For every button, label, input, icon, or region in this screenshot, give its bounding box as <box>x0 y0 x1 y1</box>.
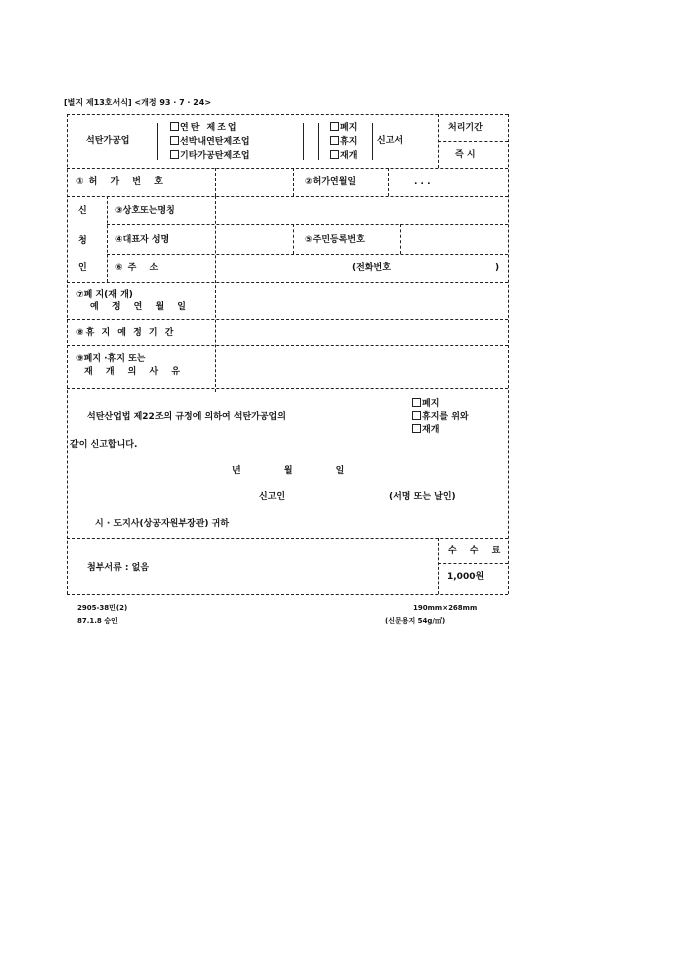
divider <box>293 168 294 196</box>
fee-value: 1,000원 <box>447 572 485 582</box>
applicant-char-2: 청 <box>78 236 87 246</box>
status-resume: 재개 <box>330 150 357 162</box>
period-label: 처리기간 <box>448 123 483 133</box>
period-value: 즉 시 <box>455 150 476 160</box>
permit-date-label: ②허가연월일 <box>305 177 357 187</box>
option-other-fuel: 기타가공탄제조업 <box>170 150 250 162</box>
line-2 <box>67 196 508 197</box>
status-suspension: 휴지 <box>330 136 357 148</box>
form-number: [별지 제13호서식] <개정 93 · 7 · 24> <box>64 98 212 107</box>
line-1 <box>67 168 508 169</box>
status-closure: 폐지 <box>330 122 357 134</box>
bracket-right-2 <box>372 123 373 160</box>
fee-divider <box>438 538 439 594</box>
approval-date: 87.1.8 승인 <box>77 617 118 625</box>
company-label: ③상호또는명칭 <box>115 206 175 216</box>
date-line: 년 월 일 <box>232 466 345 476</box>
fee-label: 수 수 료 <box>448 546 506 556</box>
closure-date-label-2: 예 정 연 월 일 <box>90 302 192 312</box>
divider <box>215 168 216 196</box>
line-7 <box>67 345 508 346</box>
address-label: ⑥주 소 <box>115 263 164 273</box>
phone-close: ) <box>495 263 500 273</box>
decl-option-suspension: 휴지를 위와 <box>412 411 469 423</box>
line-4 <box>107 254 508 255</box>
bracket-left-2 <box>318 123 319 160</box>
closure-date-label-1: ⑦폐 지(재 개) <box>76 290 133 300</box>
line-9 <box>67 538 508 539</box>
permit-date-value: . . . <box>414 177 431 187</box>
reason-label-2: 재 개 의 사 유 <box>84 367 186 377</box>
applicant-char-1: 신 <box>78 206 87 216</box>
divider <box>293 224 294 254</box>
bracket-right <box>303 123 304 160</box>
reason-label-1: ⑨폐지 ·휴지 또는 <box>76 354 146 364</box>
option-ship-briquette: 선박내연탄제조업 <box>170 136 250 148</box>
bracket-left <box>157 123 158 160</box>
value-divider <box>215 196 216 392</box>
applicant-char-3: 인 <box>78 263 87 273</box>
line-8 <box>67 388 508 389</box>
title-label: 석탄가공업 <box>86 136 130 146</box>
form-code: 2905-38민(2) <box>77 604 128 612</box>
representative-label: ④대표자 성명 <box>115 235 170 245</box>
phone-label: (전화번호 <box>352 263 391 273</box>
addressee: 시 · 도지사(상공자원부장관) 귀하 <box>95 519 230 529</box>
form-suffix: 신고서 <box>377 136 404 146</box>
option-briquette: 연탄 제조업 <box>170 122 239 134</box>
fee-line <box>438 563 508 564</box>
declaration-text-2: 같이 신고합니다. <box>70 440 138 450</box>
permit-number-label: ①허 가 번 호 <box>76 177 168 187</box>
paper-size: 190mm×268mm <box>413 604 478 612</box>
line-5 <box>67 282 508 283</box>
decl-option-closure: 폐지 <box>412 398 439 410</box>
divider <box>107 196 108 282</box>
period-line <box>438 141 508 142</box>
attachments: 첨부서류 : 없음 <box>87 563 150 573</box>
divider <box>400 224 401 254</box>
divider <box>388 168 389 196</box>
decl-option-resume: 재개 <box>412 424 439 436</box>
resident-number-label: ⑤주민등록번호 <box>305 235 365 245</box>
frame-top <box>67 114 508 115</box>
declaration-text: 석탄산업법 제22조의 규정에 의하여 석탄가공업의 <box>87 412 286 422</box>
signature-label: (서명 또는 날인) <box>389 492 456 502</box>
line-3 <box>107 224 508 225</box>
declarant-label: 신고인 <box>259 492 286 502</box>
paper-type: (신문용지 54g/㎡) <box>385 617 446 625</box>
frame-right <box>508 114 509 594</box>
frame-left <box>67 114 68 594</box>
frame-bottom <box>67 594 508 595</box>
suspension-label: ⑧휴 지 예 정 기 간 <box>76 328 176 338</box>
line-6 <box>67 319 508 320</box>
